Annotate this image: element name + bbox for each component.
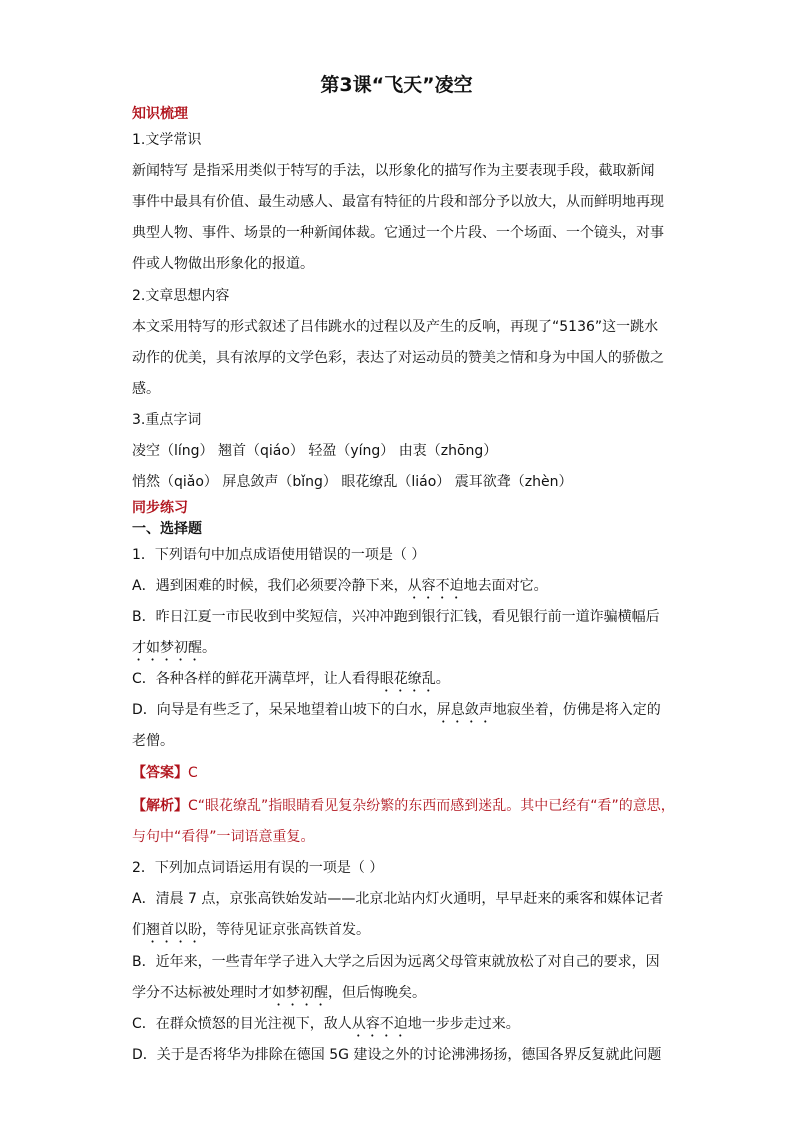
q1-a-dotted-idiom: 从容不迫 (407, 578, 464, 594)
knowledge-p1-line2: 事件中最具有价值、最生动感人、最富有特征的片段和部分予以放大，从而鲜明地再现 (132, 194, 664, 210)
q1-c-dotted-idiom: 眼花缭乱 (379, 671, 436, 687)
q1-d-dotted-idiom: 屏息敛声 (436, 702, 493, 718)
q1-a-text-end: 地去面对它。 (463, 578, 548, 594)
q1-option-d-line2: 老僧。 (132, 733, 174, 749)
q2-a-text-end: ，等待见证京张高铁首发。 (202, 922, 370, 938)
analysis-text: C“眼花缭乱”指眼睛看见复杂纷繁的东西而感到迷乱。其中已经有“看”的意思， (188, 798, 675, 814)
q2-option-c (132, 1014, 520, 1040)
q1-option-a (132, 576, 548, 602)
q1-option-b-line2 (132, 638, 216, 664)
q2-option-b-line1: B．近年来，一些青年学子进入大学之后因为远离父母管束就放松了对自己的要求，因 (132, 954, 660, 970)
q2-a-dotted-idiom: 翘首以盼 (146, 922, 202, 938)
knowledge-p1-line4: 件或人物做出形象化的报道。 (132, 256, 314, 272)
page-title: 第3课“飞天”凌空 (320, 74, 473, 96)
answer-value: C (188, 765, 198, 781)
knowledge-heading-2: 2.文章思想内容 (132, 288, 230, 304)
section-knowledge-heading: 知识梳理 (132, 106, 188, 122)
knowledge-p1-line1: 新闻特写 是指采用类似于特写的手法，以形象化的描写作为主要表现手段，截取新闻 (132, 163, 655, 179)
q2-option-a-line1: A．清晨 7 点，京张高铁始发站——北京北站内灯火通明，早早赶来的乘客和媒体记者 (132, 891, 664, 907)
q1-answer (132, 763, 198, 783)
q2-option-b-line2 (132, 983, 426, 1009)
q2-b-dotted-idiom: 如梦初醒 (272, 985, 328, 1001)
section-choice-heading: 一、选择题 (132, 521, 202, 537)
q2-c-text-end: 地一步步走过来。 (407, 1016, 520, 1032)
q2-a-text: 们 (132, 922, 146, 938)
q1-option-b-line1: B．昨日江夏一市民收到中奖短信，兴冲冲跑到银行汇钱，看见银行前一道诈骗横幅后 (132, 609, 660, 625)
q1-analysis-line1 (132, 796, 675, 816)
q1-analysis-line2: 与句中“看得”一词语意重复。 (132, 829, 315, 845)
q2-c-text: C．在群众愤怒的目光注视下，敌人 (132, 1016, 352, 1032)
key-words-line2: 悄然（qiǎo） 屏息敛声（bǐng） 眼花缭乱（liáo） 震耳欲聋（zhèn） (132, 474, 573, 490)
q1-option-c (132, 669, 450, 695)
knowledge-p2-line2: 动作的优美，具有浓厚的文学色彩，表达了对运动员的赞美之情和身为中国人的骄傲之 (132, 350, 664, 366)
knowledge-p2-line3: 感。 (132, 381, 160, 397)
q1-option-d-line1 (132, 700, 661, 726)
section-practice-heading: 同步练习 (132, 500, 188, 516)
q2-b-text-end: ，但后悔晚矣。 (328, 985, 426, 1001)
q1-d-text: D．向导是有些乏了，呆呆地望着山坡下的白水， (132, 702, 437, 718)
q1-c-text-end: 。 (435, 671, 450, 687)
q2-b-text: 学分不达标被处理时才 (132, 985, 272, 1001)
q2-option-d-line1: D．关于是否将华为排除在德国 5G 建设之外的讨论沸沸扬扬，德国各界反复就此问题 (132, 1047, 662, 1063)
knowledge-heading-3: 3.重点字词 (132, 412, 202, 428)
q2-stem: 2．下列加点词语运用有误的一项是（ ） (132, 860, 384, 876)
q1-stem: 1．下列语句中加点成语使用错误的一项是（ ） (132, 547, 426, 563)
q1-b-dotted-idiom: 才如梦初醒 (132, 640, 202, 656)
q1-a-text: A．遇到困难的时候，我们必须要冷静下来， (132, 578, 408, 594)
knowledge-p1-line3: 典型人物、事件、场景的一种新闻体裁。它通过一个片段、一个场面、一个镜头，对事 (132, 225, 664, 241)
knowledge-heading-1: 1.文学常识 (132, 132, 202, 148)
q1-c-text: C．各种各样的鲜花开满草坪，让人看得 (132, 671, 380, 687)
q2-option-a-line2 (132, 920, 370, 946)
key-words-line1: 凌空（líng） 翘首（qiáo） 轻盈（yíng） 由衷（zhōng） (132, 443, 498, 459)
analysis-tag: 【解析】 (132, 798, 188, 814)
knowledge-p2-line1: 本文采用特写的形式叙述了吕伟跳水的过程以及产生的反响，再现了“5136”这一跳水 (132, 319, 659, 335)
q1-b-text-end: 。 (202, 640, 216, 656)
answer-tag: 【答案】 (132, 765, 188, 781)
q2-c-dotted-idiom: 从容不迫 (351, 1016, 408, 1032)
q1-d-text-end: 地寂坐着，仿佛是将入定的 (492, 702, 661, 718)
